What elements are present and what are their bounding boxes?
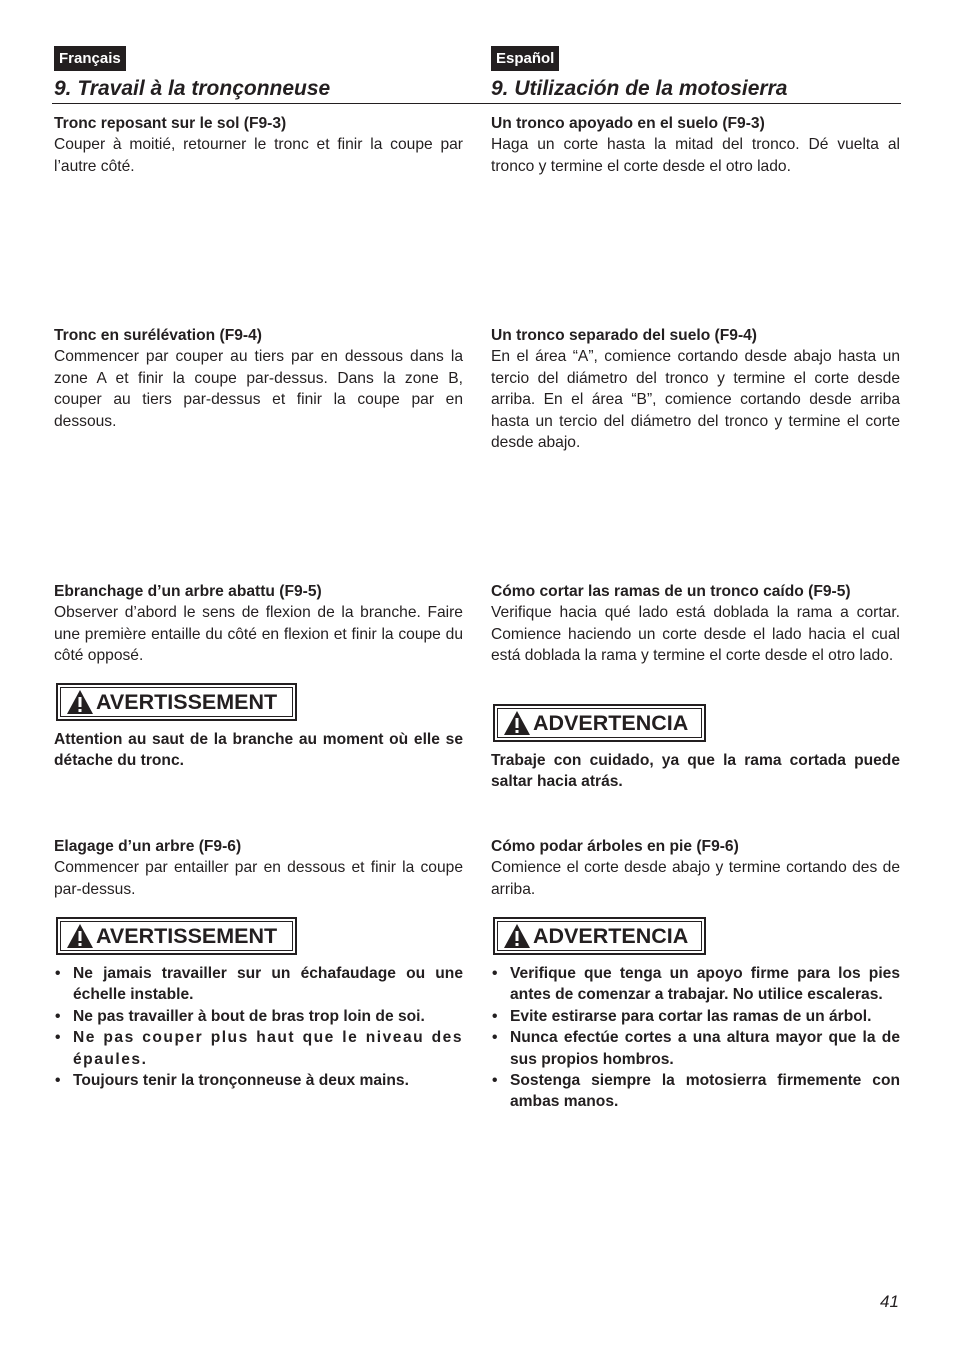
bullet-icon: • — [55, 1072, 61, 1090]
section-title-spanish: 9. Utilización de la motosierra — [491, 77, 788, 100]
list-item: • Nunca efectúe cortes a una altura mayor que la de sus propios hombros. — [492, 1029, 900, 1068]
title-rule — [52, 103, 901, 104]
fr-text-limbing: Observer d’abord le sens de flexion de la branche. Faire une première entaille du côté en flexion et finir la coupe du côté opposé. — [54, 604, 463, 665]
fr-heading-ground-log: Tronc reposant sur le sol (F9-3) — [54, 115, 287, 132]
list-item: • Ne pas couper plus haut que le niveau des épaules. — [55, 1029, 463, 1068]
es-warning-label-1: ADVERTENCIA — [533, 710, 689, 735]
es-warning-box-1 — [493, 704, 706, 742]
bullet-icon: • — [492, 1029, 498, 1047]
warning-triangle-icon — [503, 710, 531, 736]
bullet-icon: • — [55, 1007, 61, 1025]
warning-triangle-icon — [66, 923, 94, 949]
fr-warning-box-2 — [56, 917, 297, 955]
bullet-icon: • — [492, 1007, 498, 1025]
page-number: 41 — [880, 1292, 899, 1311]
fr-warning-label-1: AVERTISSEMENT — [96, 689, 278, 714]
es-heading-limbing: Cómo cortar las ramas de un tronco caído (F9-5) — [491, 583, 851, 600]
list-item: • Sostenga siempre la motosierra firmemente con ambas manos. — [492, 1072, 900, 1111]
list-item: • Verifique que tenga un apoyo firme para los pies antes de comenzar a trabajar. No utilice escaleras. — [492, 965, 900, 1004]
list-item: • Ne jamais travailler sur un échafaudage ou une échelle instable. — [55, 965, 463, 1004]
fr-warning-text-1: Attention au saut de la branche au moment où elle se détache du tronc. — [54, 731, 463, 770]
warning-triangle-icon — [66, 689, 94, 715]
language-tab-spanish: Español — [491, 46, 559, 71]
bullet-icon: • — [55, 1029, 62, 1047]
bullet-icon: • — [492, 1072, 498, 1090]
fr-section-limbing — [54, 581, 463, 667]
es-section-pruning — [491, 836, 900, 900]
fr-section-ground-log — [54, 113, 463, 177]
fr-text-pruning: Commencer par entailler par en dessous et finir la coupe par-dessus. — [54, 859, 463, 898]
list-item: • Ne pas travailler à bout de bras trop loin de soi. — [54, 1006, 463, 1027]
es-warning-list — [491, 963, 900, 1113]
fr-warning-box-1 — [56, 683, 297, 721]
es-heading-ground-log: Un tronco apoyado en el suelo (F9-3) — [491, 115, 765, 132]
es-text-pruning: Comience el corte desde abajo y termine cortando des de arriba. — [491, 859, 900, 898]
es-section-raised-log — [491, 325, 900, 453]
es-warning-box-2 — [493, 917, 706, 955]
es-heading-raised-log: Un tronco separado del suelo (F9-4) — [491, 327, 757, 344]
es-heading-pruning: Cómo podar árboles en pie (F9-6) — [491, 838, 739, 855]
fr-text-raised-log: Commencer par couper au tiers par en dessous dans la zone A et finir la coupe par-dessus. Dans la zone B, couper au tiers par-dessus et finir la coupe par en dessous. — [54, 348, 463, 430]
fr-section-raised-log — [54, 325, 463, 432]
fr-heading-raised-log: Tronc en surélévation (F9-4) — [54, 327, 262, 344]
fr-section-pruning — [54, 836, 463, 900]
language-tab-french: Français — [54, 46, 126, 71]
es-text-limbing: Verifique hacia qué lado está doblada la rama a cortar. Comience haciendo un corte desde el lado hacia el cual está doblada la rama y termine el corte desde el otro lado. — [491, 604, 900, 665]
es-section-ground-log — [491, 113, 900, 177]
es-section-limbing — [491, 581, 900, 667]
es-text-raised-log: En el área “A”, comience cortando desde abajo hasta un tercio del diámetro del tronco y termine el corte desde arriba. En el área “B”, comience cortando desde arriba hasta un tercio del diámetro del tronco y termine el corte desde abajo. — [491, 348, 900, 452]
list-item: • Toujours tenir la tronçonneuse à deux mains. — [54, 1070, 463, 1091]
bullet-icon: • — [55, 965, 61, 982]
list-item: • Evite estirarse para cortar las ramas de un árbol. — [491, 1006, 900, 1027]
section-title-french: 9. Travail à la tronçonneuse — [54, 77, 331, 100]
fr-heading-limbing: Ebranchage d’un arbre abattu (F9-5) — [54, 583, 322, 600]
es-warning-text-1: Trabaje con cuidado, ya que la rama cortada puede saltar hacia atrás. — [491, 752, 900, 791]
warning-triangle-icon — [503, 923, 531, 949]
es-text-ground-log: Haga un corte hasta la mitad del tronco. Dé vuelta al tronco y termine el corte desde el otro lado. — [491, 136, 900, 175]
fr-heading-pruning: Elagage d’un arbre (F9-6) — [54, 838, 242, 855]
bullet-icon: • — [492, 965, 498, 982]
es-warning-label-2: ADVERTENCIA — [533, 923, 689, 948]
fr-warning-list — [54, 963, 463, 1091]
fr-text-ground-log: Couper à moitié, retourner le tronc et finir la coupe par l’autre côté. — [54, 136, 463, 175]
fr-warning-label-2: AVERTISSEMENT — [96, 923, 278, 948]
